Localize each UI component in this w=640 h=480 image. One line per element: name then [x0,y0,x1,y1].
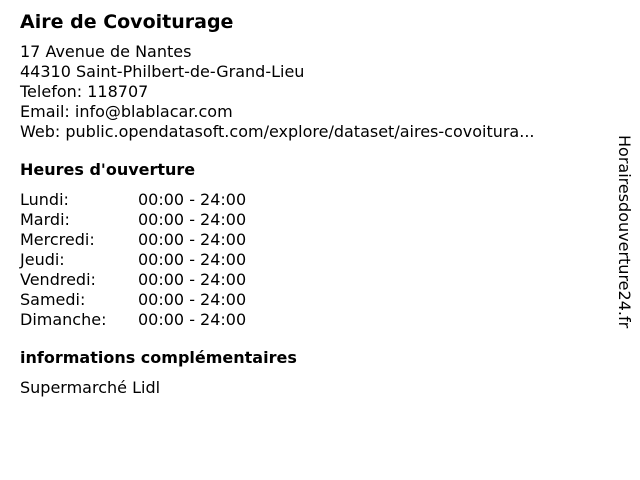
hours-day: Jeudi: [20,250,65,269]
hours-row-lundi [20,190,595,210]
hours-row-jeudi [20,250,595,270]
hours-day: Mardi: [20,210,70,229]
hours-day: Dimanche: [20,310,107,329]
email-address[interactable]: Email: info@blablacar.com [20,102,233,121]
hours-day: Lundi: [20,190,69,209]
phone-number[interactable]: Telefon: 118707 [20,82,149,101]
opening-hours-list [20,190,595,330]
hours-time: 00:00 - 24:00 [138,190,247,209]
page-title: Aire de Covoiturage [20,11,234,33]
place-card [20,10,595,398]
hours-row-dimanche [20,310,595,330]
additional-info-text: Supermarché Lidl [20,378,161,397]
hours-time: 00:00 - 24:00 [138,210,247,229]
hours-row-mardi [20,210,595,230]
site-watermark: Horairesdouverture24.fr [615,135,634,329]
address-block [20,42,595,142]
hours-time: 00:00 - 24:00 [138,250,247,269]
hours-row-samedi [20,290,595,310]
hours-day: Vendredi: [20,270,96,289]
hours-time: 00:00 - 24:00 [138,270,247,289]
hours-row-mercredi [20,230,595,250]
additional-info-heading: informations complémentaires [20,348,297,367]
hours-day: Samedi: [20,290,86,309]
website-link[interactable]: Web: public.opendatasoft.com/explore/dataset/aires-covoitura... [20,122,535,141]
hours-time: 00:00 - 24:00 [138,230,247,249]
hours-time: 00:00 - 24:00 [138,310,247,329]
hours-time: 00:00 - 24:00 [138,290,247,309]
address-city: 44310 Saint-Philbert-de-Grand-Lieu [20,62,305,81]
opening-hours-heading: Heures d'ouverture [20,160,196,179]
hours-row-vendredi [20,270,595,290]
hours-day: Mercredi: [20,230,95,249]
address-street: 17 Avenue de Nantes [20,42,192,61]
